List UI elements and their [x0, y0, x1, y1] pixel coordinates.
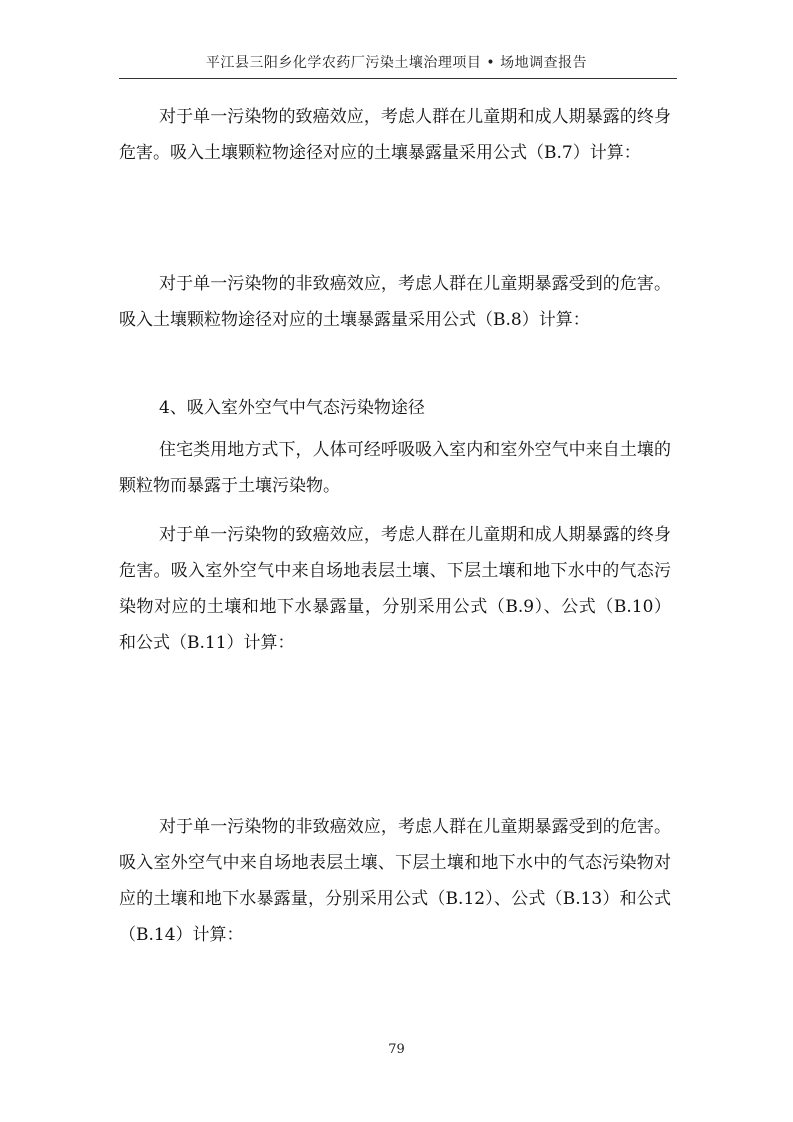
section-heading-outdoor-vapor: 4、吸入室外空气中气态污染物途径	[159, 398, 425, 418]
running-header: 平江县三阳乡化学农药厂污染土壤治理项目 • 场地调查报告	[205, 55, 588, 71]
page-number: 79	[388, 1042, 405, 1057]
paragraph-carcinogenic-inhalation-particles: 对于单一污染物的致癌效应，考虑人群在儿童期和成人期暴露的终身危害。吸入土壤颗粒物途径对应的土壤暴露量采用公式（B.7）计算：	[119, 107, 671, 163]
paragraph-noncarcinogenic-outdoor-vapor: 对于单一污染物的非致癌效应，考虑人群在儿童期暴露受到的危害。吸入室外空气中来自场地表层土壤、下层土壤和地下水中的气态污染物对应的土壤和地下水暴露量，分别采用公式（B.12）、公式（B.13）和公式（B.14）计算：	[119, 817, 671, 945]
paragraph-residential-exposure: 住宅类用地方式下，人体可经呼吸吸入室内和室外空气中来自土壤的颗粒物而暴露于土壤污染物。	[119, 440, 671, 496]
paragraph-noncarcinogenic-inhalation-particles: 对于单一污染物的非致癌效应，考虑人群在儿童期暴露受到的危害。吸入土壤颗粒物途径对应的土壤暴露量采用公式（B.8）计算：	[119, 274, 671, 330]
header-divider	[119, 78, 677, 79]
paragraph-carcinogenic-outdoor-vapor: 对于单一污染物的致癌效应，考虑人群在儿童期和成人期暴露的终身危害。吸入室外空气中来自场地表层土壤、下层土壤和地下水中的气态污染物对应的土壤和地下水暴露量，分别采用公式（B.9）、公式（B.10）和公式（B.11）计算：	[119, 525, 671, 653]
